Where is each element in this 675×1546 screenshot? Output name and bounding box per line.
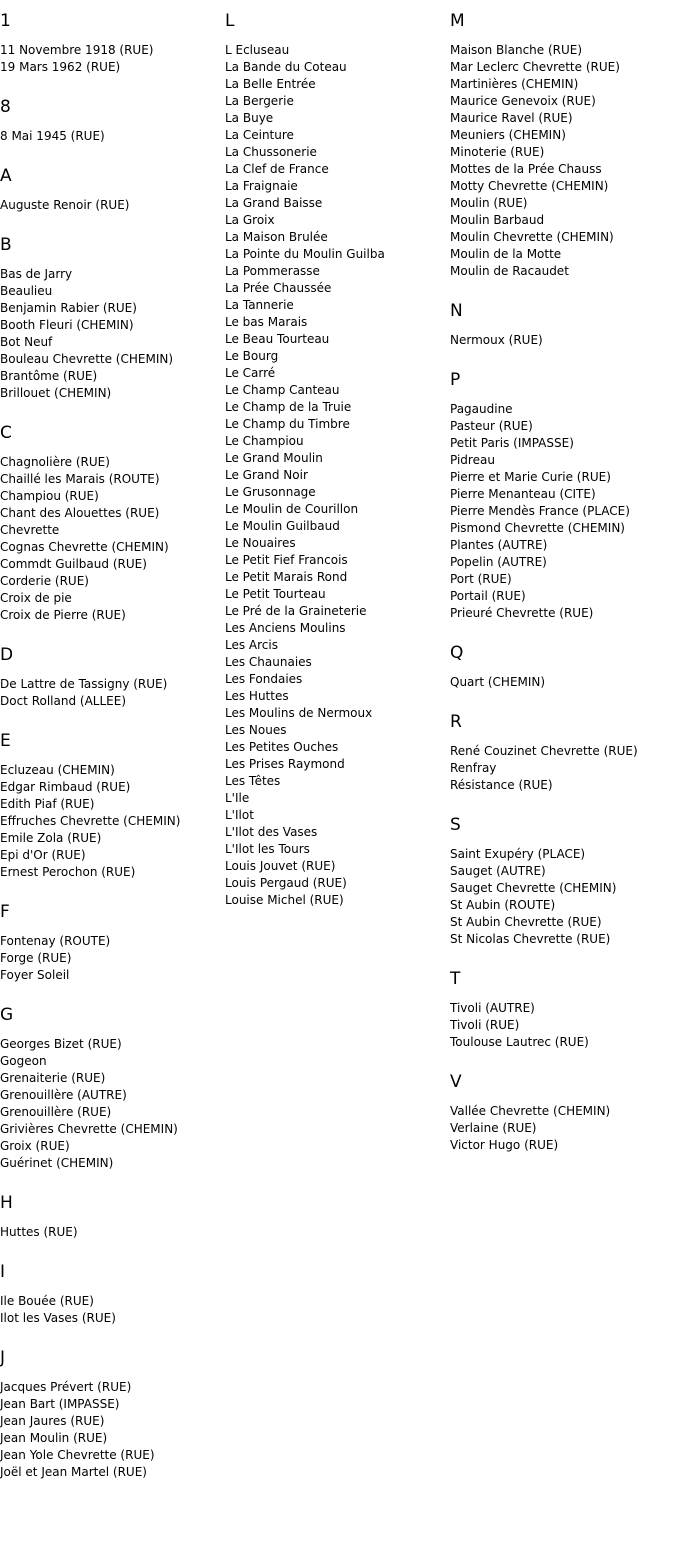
letter-heading: A — [0, 166, 12, 186]
street-link[interactable]: Port (RUE) — [450, 572, 512, 586]
street-link[interactable]: Commdt Guilbaud (RUE) — [0, 557, 147, 571]
street-link[interactable]: La Prée Chaussée — [225, 281, 332, 295]
letter-heading: M — [450, 11, 465, 31]
street-link[interactable]: Maurice Ravel (RUE) — [450, 111, 573, 125]
street-link[interactable]: Le Champ du Timbre — [225, 417, 350, 431]
street-link[interactable]: Le Bourg — [225, 349, 279, 363]
street-link[interactable]: Verlaine (RUE) — [450, 1121, 537, 1135]
street-link[interactable]: Toulouse Lautrec (RUE) — [450, 1035, 589, 1049]
letter-heading: L — [225, 11, 235, 31]
street-link[interactable]: Le Moulin de Courillon — [225, 502, 359, 516]
letter-heading: V — [450, 1072, 462, 1092]
letter-heading: I — [0, 1262, 6, 1282]
street-link[interactable]: Louis Jouvet (RUE) — [225, 859, 336, 873]
street-link[interactable]: L'Ilot — [225, 808, 254, 822]
street-link[interactable]: Chant des Alouettes (RUE) — [0, 506, 160, 520]
street-column-1 — [0, 0, 220, 1491]
street-column-2 — [225, 0, 445, 919]
letter-section-d — [0, 634, 220, 720]
street-link[interactable]: Les Noues — [225, 723, 287, 737]
street-link[interactable]: Les Huttes — [225, 689, 289, 703]
letter-section-l — [225, 0, 445, 919]
street-link[interactable]: La Chussonerie — [225, 145, 317, 159]
street-link[interactable]: Chevrette — [0, 523, 60, 537]
letter-heading: Q — [450, 643, 464, 663]
street-link[interactable]: St Aubin (ROUTE) — [450, 898, 556, 912]
street-link[interactable]: Le Grand Moulin — [225, 451, 323, 465]
street-link[interactable]: Motty Chevrette (CHEMIN) — [450, 179, 609, 193]
letter-section-8 — [0, 86, 220, 155]
letter-section-c — [0, 412, 220, 634]
letter-section-g — [0, 994, 220, 1182]
street-link[interactable]: Le Pré de la Graineterie — [225, 604, 367, 618]
street-link[interactable]: Les Têtes — [225, 774, 281, 788]
street-link[interactable]: Sauget (AUTRE) — [450, 864, 546, 878]
street-link[interactable]: Les Chaunaies — [225, 655, 312, 669]
letter-section-f — [0, 891, 220, 994]
letter-heading: D — [0, 645, 14, 665]
street-link[interactable]: Pasteur (RUE) — [450, 419, 533, 433]
street-link[interactable]: Résistance (RUE) — [450, 778, 553, 792]
street-link[interactable]: Ile Bouée (RUE) — [0, 1294, 94, 1308]
street-link[interactable]: La Buye — [225, 111, 274, 125]
street-link[interactable]: Les Prises Raymond — [225, 757, 345, 771]
street-link[interactable]: Bot Neuf — [0, 335, 53, 349]
letter-section-1 — [0, 0, 220, 86]
street-link[interactable]: Le Carré — [225, 366, 276, 380]
letter-section-q — [450, 632, 675, 701]
street-link[interactable]: Foyer Soleil — [0, 968, 70, 982]
street-link[interactable]: Effruches Chevrette (CHEMIN) — [0, 814, 181, 828]
letter-section-e — [0, 720, 220, 891]
street-link[interactable]: L'Ile — [225, 791, 250, 805]
street-link[interactable]: Croix de Pierre (RUE) — [0, 608, 126, 622]
street-link[interactable]: Bas de Jarry — [0, 267, 73, 281]
street-link[interactable]: La Fraignaie — [225, 179, 298, 193]
street-link[interactable]: La Bande du Coteau — [225, 60, 347, 74]
street-link[interactable]: Le bas Marais — [225, 315, 308, 329]
letter-section-s — [450, 804, 675, 958]
street-link[interactable]: Le Moulin Guilbaud — [225, 519, 340, 533]
street-link[interactable]: Jean Bart (IMPASSE) — [0, 1397, 120, 1411]
street-link[interactable]: Le Petit Marais Rond — [225, 570, 348, 584]
street-link[interactable]: Le Grand Noir — [225, 468, 308, 482]
street-link[interactable]: Forge (RUE) — [0, 951, 72, 965]
street-link[interactable]: Maurice Genevoix (RUE) — [450, 94, 596, 108]
street-link[interactable]: Tivoli (RUE) — [450, 1018, 520, 1032]
street-link[interactable]: La Tannerie — [225, 298, 294, 312]
letter-heading: G — [0, 1005, 14, 1025]
street-link[interactable]: La Groix — [225, 213, 275, 227]
street-link[interactable]: Corderie (RUE) — [0, 574, 89, 588]
street-link[interactable]: Jean Yole Chevrette (RUE) — [0, 1448, 155, 1462]
street-link[interactable]: Guérinet (CHEMIN) — [0, 1156, 114, 1170]
letter-section-b — [0, 224, 220, 412]
street-link[interactable]: 19 Mars 1962 (RUE) — [0, 60, 121, 74]
street-link[interactable]: Georges Bizet (RUE) — [0, 1037, 122, 1051]
street-link[interactable]: Pierre et Marie Curie (RUE) — [450, 470, 611, 484]
street-link[interactable]: Moulin Barbaud — [450, 213, 545, 227]
street-link[interactable]: 8 Mai 1945 (RUE) — [0, 129, 105, 143]
street-link[interactable]: Les Anciens Moulins — [225, 621, 346, 635]
street-link[interactable]: Le Champ Canteau — [225, 383, 340, 397]
street-link[interactable]: Jean Jaures (RUE) — [0, 1414, 105, 1428]
letter-heading: T — [450, 969, 461, 989]
letter-heading: J — [0, 1348, 6, 1368]
letter-section-h — [0, 1182, 220, 1251]
street-link[interactable]: Popelin (AUTRE) — [450, 555, 547, 569]
street-link[interactable]: La Ceinture — [225, 128, 294, 142]
street-link[interactable]: Moulin de Racaudet — [450, 264, 569, 278]
letter-section-j — [0, 1337, 220, 1491]
street-link[interactable]: Les Fondaies — [225, 672, 303, 686]
street-link[interactable]: Le Champiou — [225, 434, 304, 448]
letter-section-m — [450, 0, 675, 290]
letter-heading: R — [450, 712, 462, 732]
street-link[interactable]: Cognas Chevrette (CHEMIN) — [0, 540, 169, 554]
street-link[interactable]: Pidreau — [450, 453, 495, 467]
street-link[interactable]: Grivières Chevrette (CHEMIN) — [0, 1122, 178, 1136]
street-link[interactable]: Plantes (AUTRE) — [450, 538, 548, 552]
street-link[interactable]: Beaulieu — [0, 284, 53, 298]
street-link[interactable]: Joël et Jean Martel (RUE) — [0, 1465, 147, 1479]
letter-heading: N — [450, 301, 463, 321]
street-link[interactable]: Louise Michel (RUE) — [225, 893, 344, 907]
letter-section-n — [450, 290, 675, 359]
street-link[interactable]: Emile Zola (RUE) — [0, 831, 102, 845]
letter-section-r — [450, 701, 675, 804]
street-link[interactable]: Edgar Rimbaud (RUE) — [0, 780, 131, 794]
street-link[interactable]: Le Nouaires — [225, 536, 296, 550]
street-link[interactable]: La Grand Baisse — [225, 196, 323, 210]
street-link[interactable]: 11 Novembre 1918 (RUE) — [0, 43, 154, 57]
street-link[interactable]: Le Grusonnage — [225, 485, 316, 499]
street-link[interactable]: Moulin de la Motte — [450, 247, 562, 261]
street-link[interactable]: Croix de pie — [0, 591, 72, 605]
letter-section-t — [450, 958, 675, 1061]
letter-heading: B — [0, 235, 12, 255]
street-link[interactable]: Huttes (RUE) — [0, 1225, 78, 1239]
letter-heading: 1 — [0, 11, 11, 31]
street-link[interactable]: Moulin (RUE) — [450, 196, 528, 210]
street-link[interactable]: La Clef de France — [225, 162, 329, 176]
street-link[interactable]: La Pommerasse — [225, 264, 320, 278]
letter-heading: P — [450, 370, 461, 390]
street-link[interactable]: Booth Fleuri (CHEMIN) — [0, 318, 134, 332]
street-link[interactable]: Le Champ de la Truie — [225, 400, 352, 414]
street-link[interactable]: Nermoux (RUE) — [450, 333, 543, 347]
street-link[interactable]: La Maison Brulée — [225, 230, 328, 244]
street-link[interactable]: La Pointe du Moulin Guilba — [225, 247, 385, 261]
letter-section-v — [450, 1061, 675, 1164]
letter-section-p — [450, 359, 675, 632]
street-link[interactable]: L'Ilot les Tours — [225, 842, 310, 856]
street-link[interactable]: Le Beau Tourteau — [225, 332, 330, 346]
street-link[interactable]: Ernest Perochon (RUE) — [0, 865, 136, 879]
street-link[interactable]: Doct Rolland (ALLEE) — [0, 694, 127, 708]
street-link[interactable]: L'Ilot des Vases — [225, 825, 318, 839]
street-column-3 — [450, 0, 675, 1164]
street-link[interactable]: Bouleau Chevrette (CHEMIN) — [0, 352, 174, 366]
street-link[interactable]: Meuniers (CHEMIN) — [450, 128, 566, 142]
street-link[interactable]: Maison Blanche (RUE) — [450, 43, 583, 57]
letter-heading: C — [0, 423, 12, 443]
letter-section-i — [0, 1251, 220, 1337]
street-link[interactable]: Ecluzeau (CHEMIN) — [0, 763, 115, 777]
letter-section-a — [0, 155, 220, 224]
street-link[interactable]: La Bergerie — [225, 94, 294, 108]
street-link[interactable]: Victor Hugo (RUE) — [450, 1138, 559, 1152]
street-link[interactable]: Epi d'Or (RUE) — [0, 848, 86, 862]
street-link[interactable]: L Ecluseau — [225, 43, 290, 57]
street-link[interactable]: Pagaudine — [450, 402, 513, 416]
street-link[interactable]: Quart (CHEMIN) — [450, 675, 546, 689]
street-link[interactable]: Vallée Chevrette (CHEMIN) — [450, 1104, 611, 1118]
street-link[interactable]: Les Moulins de Nermoux — [225, 706, 373, 720]
street-link[interactable]: Mottes de la Prée Chauss — [450, 162, 602, 176]
letter-heading: E — [0, 731, 11, 751]
street-link[interactable]: Grenouillère (RUE) — [0, 1105, 112, 1119]
street-link[interactable]: Gogeon — [0, 1054, 47, 1068]
street-link[interactable]: René Couzinet Chevrette (RUE) — [450, 744, 638, 758]
street-link[interactable]: Pierre Menanteau (CITE) — [450, 487, 596, 501]
street-link[interactable]: Louis Pergaud (RUE) — [225, 876, 347, 890]
street-link[interactable]: Moulin Chevrette (CHEMIN) — [450, 230, 614, 244]
street-link[interactable]: Chagnolière (RUE) — [0, 455, 110, 469]
street-link[interactable]: Les Arcis — [225, 638, 278, 652]
street-link[interactable]: Pierre Mendès France (PLACE) — [450, 504, 630, 518]
street-link[interactable]: Brillouet (CHEMIN) — [0, 386, 112, 400]
street-link[interactable]: Champiou (RUE) — [0, 489, 99, 503]
street-link[interactable]: St Nicolas Chevrette (RUE) — [450, 932, 611, 946]
street-link[interactable]: St Aubin Chevrette (RUE) — [450, 915, 602, 929]
street-link[interactable]: Les Petites Ouches — [225, 740, 339, 754]
street-link[interactable]: Auguste Renoir (RUE) — [0, 198, 130, 212]
letter-heading: S — [450, 815, 461, 835]
street-link[interactable]: De Lattre de Tassigny (RUE) — [0, 677, 168, 691]
street-link[interactable]: La Belle Entrée — [225, 77, 316, 91]
street-link[interactable]: Le Petit Fief Francois — [225, 553, 348, 567]
street-link[interactable]: Jean Moulin (RUE) — [0, 1431, 108, 1445]
street-link[interactable]: Ilot les Vases (RUE) — [0, 1311, 116, 1325]
street-link[interactable]: Petit Paris (IMPASSE) — [450, 436, 574, 450]
street-link[interactable]: Brantôme (RUE) — [0, 369, 98, 383]
street-link[interactable]: Grenouillère (AUTRE) — [0, 1088, 127, 1102]
street-link[interactable]: Minoterie (RUE) — [450, 145, 545, 159]
street-link[interactable]: Chaillé les Marais (ROUTE) — [0, 472, 160, 486]
street-link[interactable]: Grenaiterie (RUE) — [0, 1071, 106, 1085]
street-link[interactable]: Le Petit Tourteau — [225, 587, 326, 601]
letter-heading: F — [0, 902, 10, 922]
street-link[interactable]: Martinières (CHEMIN) — [450, 77, 579, 91]
street-link[interactable]: Benjamin Rabier (RUE) — [0, 301, 137, 315]
street-link[interactable]: Fontenay (ROUTE) — [0, 934, 111, 948]
street-link[interactable]: Pismond Chevrette (CHEMIN) — [450, 521, 625, 535]
letter-heading: H — [0, 1193, 13, 1213]
street-link[interactable]: Prieuré Chevrette (RUE) — [450, 606, 594, 620]
street-link[interactable]: Sauget Chevrette (CHEMIN) — [450, 881, 617, 895]
street-link[interactable]: Jacques Prévert (RUE) — [0, 1380, 132, 1394]
street-link[interactable]: Groix (RUE) — [0, 1139, 70, 1153]
letter-heading: 8 — [0, 97, 11, 117]
street-link[interactable]: Mar Leclerc Chevrette (RUE) — [450, 60, 620, 74]
street-link[interactable]: Saint Exupéry (PLACE) — [450, 847, 586, 861]
street-link[interactable]: Portail (RUE) — [450, 589, 526, 603]
street-link[interactable]: Renfray — [450, 761, 497, 775]
street-link[interactable]: Edith Piaf (RUE) — [0, 797, 95, 811]
street-link[interactable]: Tivoli (AUTRE) — [450, 1001, 535, 1015]
